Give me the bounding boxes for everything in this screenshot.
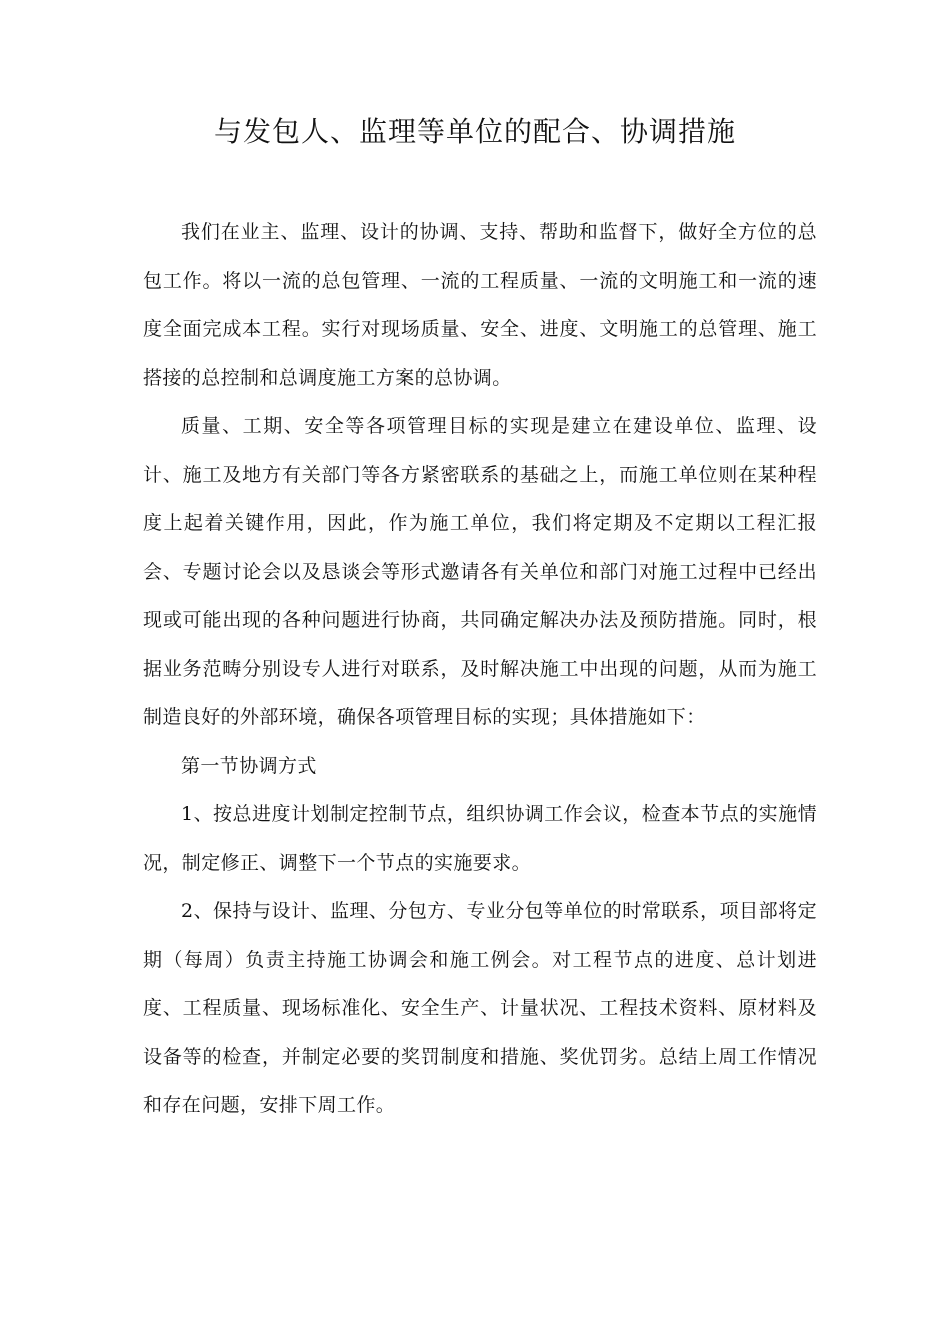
paragraph-management-goals: 质量、工期、安全等各项管理目标的实现是建立在建设单位、监理、设计、施工及地方有关部门等各方紧密联系的基础之上，而施工单位则在某种程度上起着关键作用，因此，作为施工单位，我们将定期及不定期以工程汇报会、专题讨论会以及恳谈会等形式邀请各有关单位和部门对施工过程中已经出现或可能出现的各种问题进行协商，共同确定解决办法及预防措施。同时，根据业务范畴分别设专人进行对联系，及时解决施工中出现的问题，从而为施工制造良好的外部环境，确保各项管理目标的实现；具体措施如下：	[143, 415, 817, 728]
paragraph-item-1: 1、按总进度计划制定控制节点，组织协调工作会议，检查本节点的实施情况，制定修正、调整下一个节点的实施要求。	[143, 803, 817, 874]
section-heading: 第一节协调方式	[181, 754, 317, 777]
paragraph-intro: 我们在业主、监理、设计的协调、支持、帮助和监督下，做好全方位的总包工作。将以一流的总包管理、一流的工程质量、一流的文明施工和一流的速度全面完成本工程。实行对现场质量、安全、进度、文明施工的总管理、施工搭接的总控制和总调度施工方案的总协调。	[143, 221, 817, 389]
document-title: 与发包人、监理等单位的配合、协调措施	[213, 115, 736, 148]
paragraph-item-2: 2、保持与设计、监理、分包方、专业分包等单位的时常联系，项目部将定期（每周）负责主持施工协调会和施工例会。对工程节点的进度、总计划进度、工程质量、现场标准化、安全生产、计量状况、工程技术资料、原材料及设备等的检查，并制定必要的奖罚制度和措施、奖优罚劣。总结上周工作情况和存在问题，安排下周工作。	[143, 900, 817, 1116]
document-body	[143, 208, 817, 1130]
